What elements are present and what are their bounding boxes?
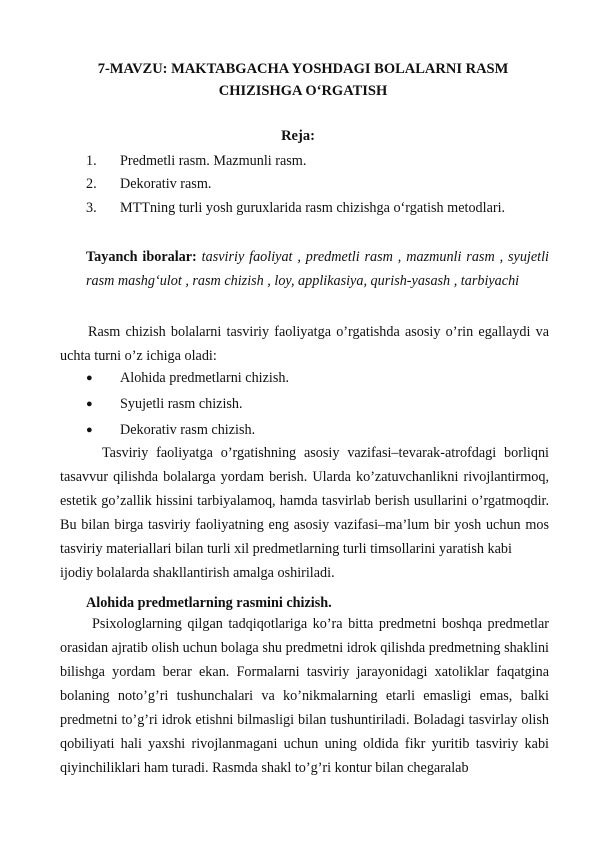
plan-item-number: 3. (86, 200, 97, 216)
plan-item (86, 173, 211, 195)
plan-heading: Reja: (281, 128, 315, 144)
intro-paragraph: Rasm chizish bolalarni tasviriy faoliyatga o’rgatishda asosiy o’rin egallaydi va uchta turni o’z ichiga oladi: (60, 324, 549, 364)
section-heading: Alohida predmetlarning rasmini chizish. (86, 595, 332, 611)
bullet-icon: ● (86, 424, 93, 436)
plan-item (86, 197, 505, 219)
plan-item-number: 2. (86, 176, 97, 192)
plan-item (86, 150, 306, 172)
body-paragraph-2 (60, 441, 549, 585)
keywords-text: tasviriy faoliyat , predmetli rasm , mazmunli rasm , syujetli rasm mashg‘ulot , rasm chizish , loy, applikasiya, qurish-yasash , tarbiyachi (86, 249, 549, 289)
bullet-item (86, 367, 289, 389)
plan-item-text: Predmetli rasm. Mazmunli rasm. (120, 153, 307, 169)
bullet-item-text: Syujetli rasm chizish. (120, 396, 243, 412)
body-paragraph-2-last-line: ijodiy bolalarda shakllantirish amalga oshiriladi. (60, 565, 335, 581)
plan-item-text: MTTning turli yosh guruxlarida rasm chizishga o‘rgatish metodlari. (120, 200, 506, 216)
bullet-icon: ● (86, 398, 93, 410)
title-line-2: CHIZISHGA O‘RGATISH (218, 83, 388, 99)
keywords-label: Tayanch iboralar: (86, 249, 197, 265)
bullet-icon: ● (86, 372, 93, 384)
body-paragraph-2-text: Tasviriy faoliyatga o’rgatishning asosiy vazifasi–tevarak-atrofdagi borliqni tasavvur qilishda bolalarga yordam berish. Ularda ko’zatuvchanlikni rivojlantirmoq, estetik go’zallik hissini tarbiyalamoq, hamda tasvirlab berish usullarini o’rgatmoqdir. Bu bilan birga tasviriy faoliyatning eng asosiy vazifasi–ma’lum bir yosh uchun mos tasviriy materiallari bilan turli xil predmetlarning turli timsollarini yaratish kabi (60, 445, 549, 557)
bullet-item-text: Alohida predmetlarni chizish. (120, 370, 290, 386)
plan-item-number: 1. (86, 153, 97, 169)
bullet-item (86, 393, 243, 415)
plan-item-text: Dekorativ rasm. (120, 176, 212, 192)
title-line-1: 7-MAVZU: MAKTABGACHA YOSHDAGI BOLALARNI RASM (97, 61, 509, 77)
body-paragraph-3: Psixologlarning qilgan tadqiqotlariga ko’ra bitta predmetni boshqa predmetlar orasidan ajratib olish uchun bolaga shu predmetni idrok qilishda predmetning shaklini bilishga yordam berar ekan. Formalarni tasviriy jarayonidagi xatoliklar faqatgina bolaning noto’g’ri tushunchalari va ko’nikmalarning etarli emasligi emas, balki predmetni to’g’ri idrok etishni bilmasligi bilan tushuntiriladi. Boladagi tasvirlay olish qobiliyati hali yaxshi rivojlanmagani uchun uning oldida fikr yuritib tasviriy kabi qiyinchiliklari ham turadi. Rasmda shakl to’g’ri kontur bilan chegaralab (60, 616, 549, 776)
bullet-item-text: Dekorativ rasm chizish. (120, 422, 256, 438)
bullet-item (86, 419, 255, 441)
keywords-paragraph (86, 245, 549, 293)
